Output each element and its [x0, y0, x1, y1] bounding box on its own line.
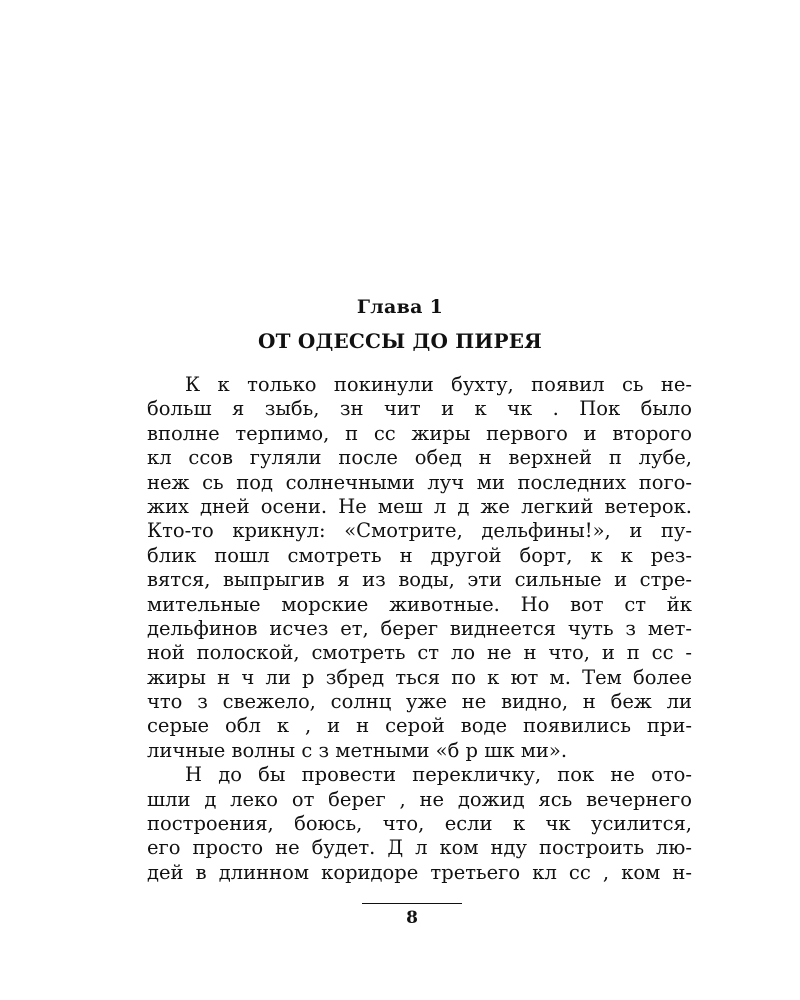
text-line: больш я зыбь, зн чит и к чк . Пок было [147, 397, 692, 421]
text-line: построения, боюсь, что, если к чк усилится, [147, 812, 692, 836]
chapter-number: Глава 1 [356, 296, 444, 318]
chapter-title: ОТ ОДЕССЫ ДО ПИРЕЯ [257, 329, 543, 353]
text-line: вполне терпимо, п сс жиры первого и второго [147, 421, 692, 445]
text-line: его просто не будет. Д л ком нду построить лю- [147, 836, 692, 860]
text-line: Кто-то крикнул: «Смотрите, дельфины!», и пу- [147, 519, 692, 543]
text-line: кл ссов гуляли после обед н верхней п лубе, [147, 446, 692, 470]
text-line: ной полоской, смотреть ст ло не н что, и п сс - [147, 641, 692, 665]
text-line: дельфинов исчез ет, берег виднеется чуть з мет- [147, 616, 692, 640]
text-line: К к только покинули бухту, появил сь не- [185, 373, 692, 396]
text-line: серые обл к , и н серой воде появились при- [147, 714, 692, 738]
page-number: 8 [406, 908, 418, 928]
text-line: неж сь под солнечными луч ми последних пого- [147, 470, 692, 494]
body-text [147, 373, 692, 885]
text-line: мительные морские животные. Но вот ст йк [147, 592, 692, 616]
text-line: шли д леко от берег , не дожид ясь вечернего [147, 787, 692, 811]
text-line: личные волны с з метными «б р шк ми». [147, 738, 568, 762]
text-line: Н до бы провести перекличку, пок не ото- [185, 763, 692, 787]
text-line: жих дней осени. Не меш л д же легкий ветерок. [147, 494, 692, 518]
text-line: дей в длинном коридоре третьего кл сс , ком н- [147, 860, 692, 884]
text-line: вятся, выпрыгив я из воды, эти сильные и стре- [147, 568, 692, 592]
text-line: блик пошл смотреть н другой борт, к к рез- [147, 543, 692, 567]
footer-rule [362, 903, 462, 904]
text-line: что з свежело, солнц уже не видно, н беж ли [147, 690, 692, 714]
text-line: жиры н ч ли р збред ться по к ют м. Тем более [147, 665, 692, 689]
